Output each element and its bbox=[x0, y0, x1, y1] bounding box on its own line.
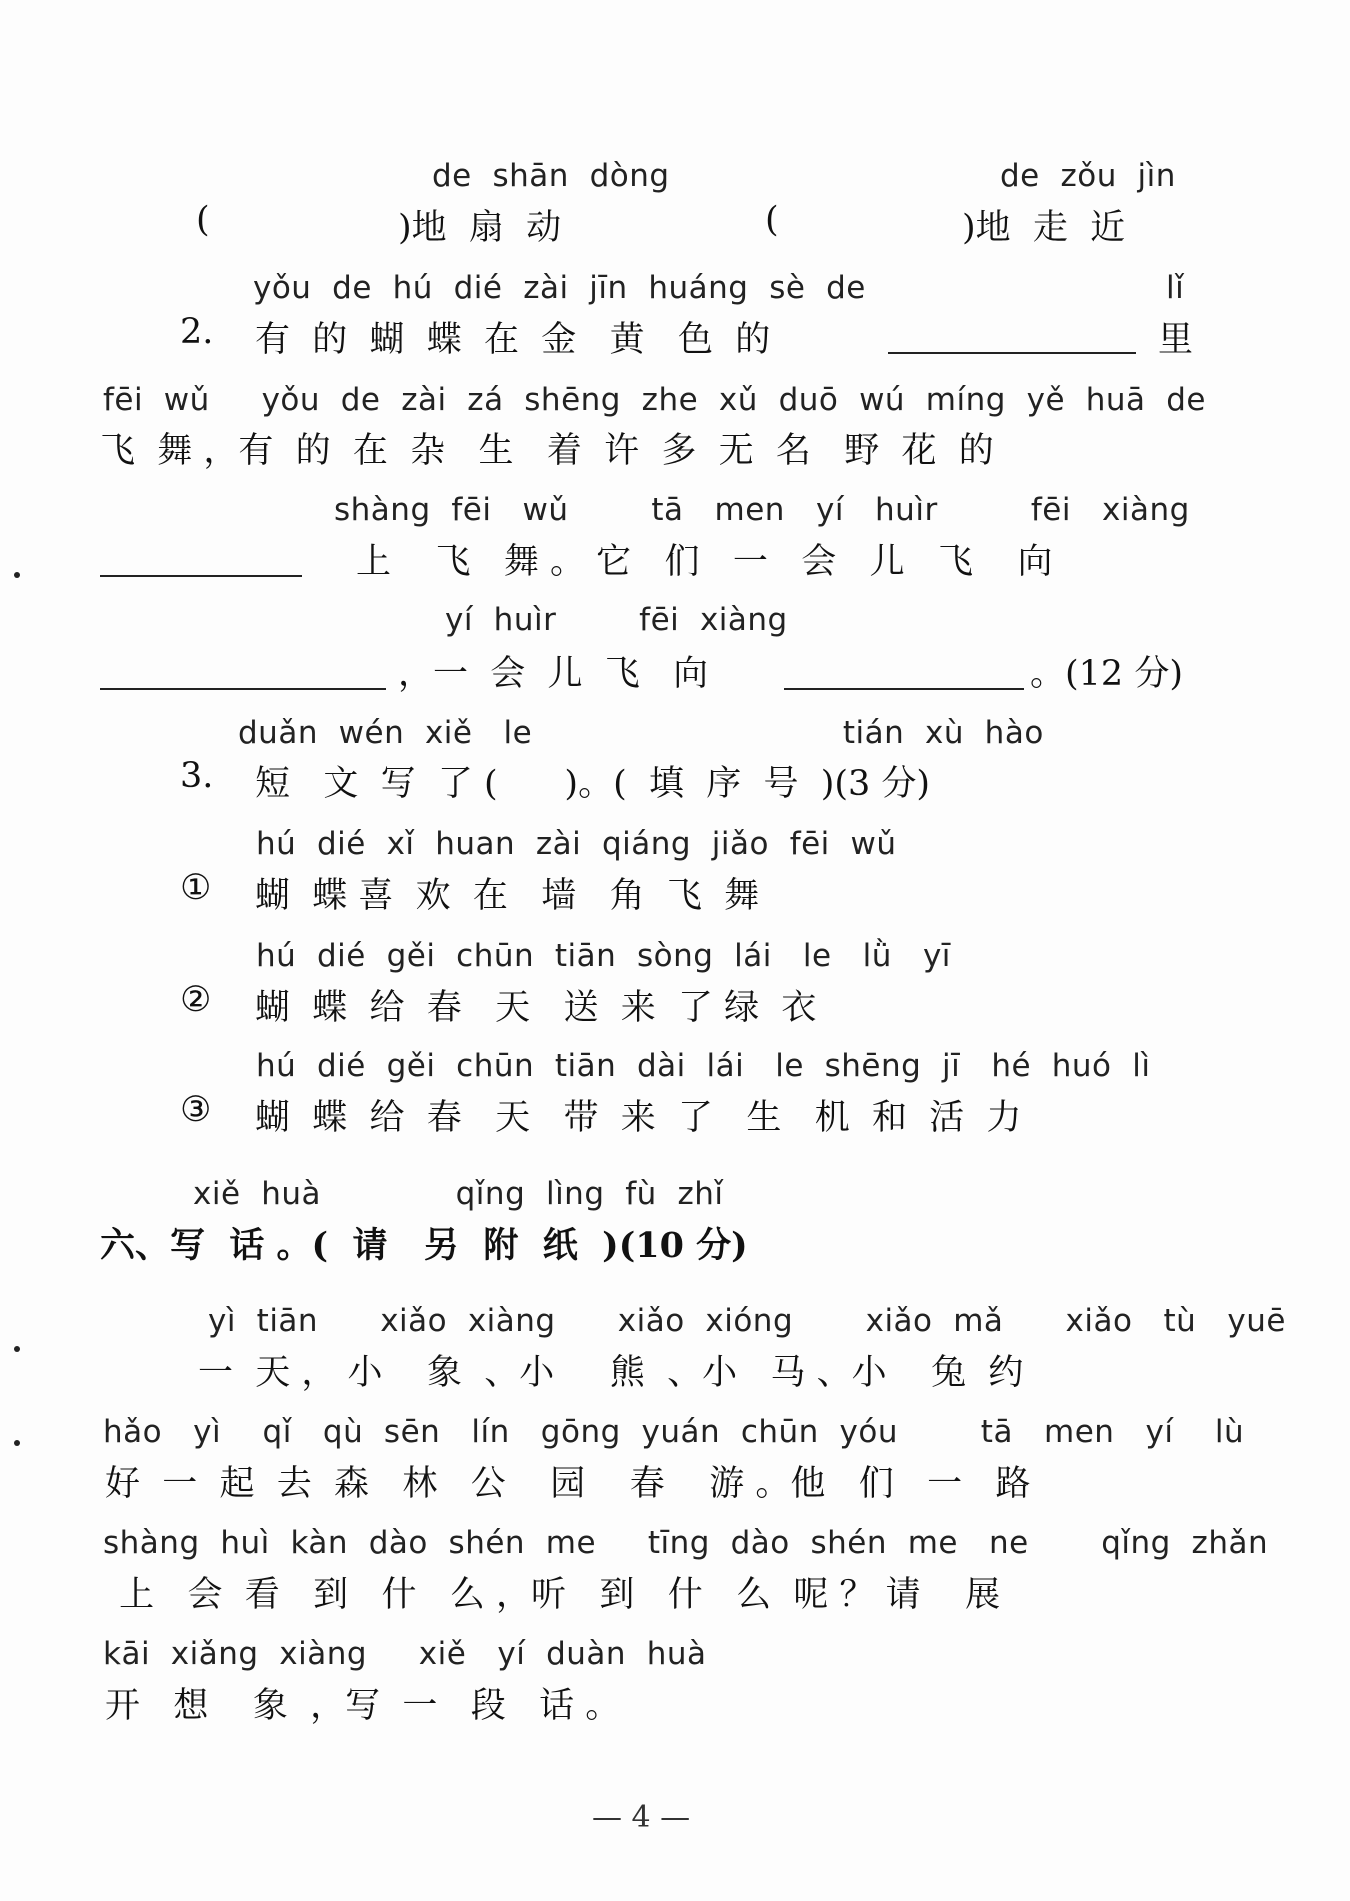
prompt-pinyin-4: kāi xiǎng xiàng xiě yí duàn huà bbox=[103, 1636, 707, 1672]
q2-line-4: ，一 会 儿 飞 向 bbox=[398, 654, 709, 694]
margin-mark bbox=[14, 1440, 20, 1446]
q3-option-3-marker: ③ bbox=[180, 1090, 212, 1130]
prompt-line-4: 开 想 象 ，写 一 段 话 。 bbox=[105, 1686, 621, 1726]
q3-option-2-pinyin: hú dié gěi chūn tiān sòng lái le lǜ yī bbox=[256, 938, 951, 974]
q2-blank-4[interactable] bbox=[784, 688, 1024, 690]
q2-blank-2[interactable] bbox=[100, 575, 302, 577]
q2-pinyin-1b: lǐ bbox=[1166, 270, 1185, 306]
q2-line-1: 有 的 蝴 蝶 在 金 黄 色 的 bbox=[255, 320, 771, 360]
prompt-pinyin-1: yì tiān xiǎo xiàng xiǎo xióng xiǎo mǎ xiǎo tù yuē bbox=[208, 1303, 1286, 1339]
q3-option-3-pinyin: hú dié gěi chūn tiān dài lái le shēng jī hé huó lì bbox=[256, 1048, 1151, 1084]
q3-number: 3. bbox=[180, 756, 214, 796]
q2-line-4-end: 。(12 分) bbox=[1030, 654, 1183, 694]
row1-text-a: )地 扇 动 bbox=[398, 208, 562, 248]
row1-paren-b: ( bbox=[765, 200, 779, 240]
q3-option-2-marker: ② bbox=[180, 980, 212, 1020]
q3-option-2-text: 蝴 蝶 给 春 天 送 来 了 绿 衣 bbox=[255, 988, 817, 1028]
q2-blank-3[interactable] bbox=[100, 688, 386, 690]
q2-blank-1[interactable] bbox=[888, 352, 1136, 354]
prompt-line-1: 一 天 ， 小 象 、小 熊 、小 马 、小 兔 约 bbox=[198, 1353, 1024, 1393]
prompt-line-3: 上 会 看 到 什 么 ，听 到 什 么 呢 ？ 请 展 bbox=[108, 1575, 1001, 1615]
q2-line-3: 上 飞 舞 。 它 们 一 会 儿 飞 向 bbox=[356, 542, 1053, 582]
prompt-pinyin-2: hǎo yì qǐ qù sēn lín gōng yuán chūn yóu tā men yí lù bbox=[103, 1414, 1245, 1450]
q3-option-1-text: 蝴 蝶 喜 欢 在 墙 角 飞 舞 bbox=[255, 876, 760, 916]
q3-option-1-pinyin: hú dié xǐ huan zài qiáng jiǎo fēi wǔ bbox=[256, 826, 897, 862]
q3-option-3-text: 蝴 蝶 给 春 天 带 来 了 生 机 和 活 力 bbox=[255, 1098, 1022, 1138]
q2-pinyin-3: shàng fēi wǔ tā men yí huìr fēi xiàng bbox=[334, 492, 1190, 528]
prompt-line-2: 好 一 起 去 森 林 公 园 春 游 。他 们 一 路 bbox=[105, 1464, 1031, 1504]
page-number: — 4 — bbox=[592, 1800, 691, 1835]
section6-pinyin: xiě huà qǐng lìng fù zhǐ bbox=[193, 1176, 724, 1212]
q2-line-2: 飞 舞 ，有 的 在 杂 生 着 许 多 无 名 野 花 的 bbox=[100, 431, 994, 471]
q3-option-1-marker: ① bbox=[180, 868, 212, 908]
row1-paren-a: ( bbox=[196, 200, 210, 240]
row1-pinyin-b: de zǒu jìn bbox=[1000, 158, 1176, 194]
section6-heading: 六、写 话 。( 请 另 附 纸 )(10 分) bbox=[100, 1225, 748, 1266]
q2-number: 2. bbox=[180, 312, 214, 352]
q2-pinyin-4: yí huìr fēi xiàng bbox=[445, 602, 788, 638]
margin-mark bbox=[14, 572, 20, 578]
prompt-pinyin-3: shàng huì kàn dào shén me tīng dào shén me ne qǐng zhǎn bbox=[103, 1525, 1269, 1561]
q3-pinyin: duǎn wén xiě le tián xù hào bbox=[238, 715, 1044, 751]
q2-pinyin-1: yǒu de hú dié zài jīn huáng sè de bbox=[253, 270, 866, 306]
q2-pinyin-2: fēi wǔ yǒu de zài zá shēng zhe xǔ duō wú míng yě huā de bbox=[103, 382, 1207, 418]
row1-pinyin-a: de shān dòng bbox=[432, 158, 670, 194]
row1-text-b: )地 走 近 bbox=[962, 208, 1126, 248]
q3-text: 短 文 写 了 ( )。( 填 序 号 )(3 分) bbox=[255, 764, 931, 804]
margin-mark bbox=[14, 1346, 20, 1352]
q2-line-1-end: 里 bbox=[1158, 320, 1194, 360]
